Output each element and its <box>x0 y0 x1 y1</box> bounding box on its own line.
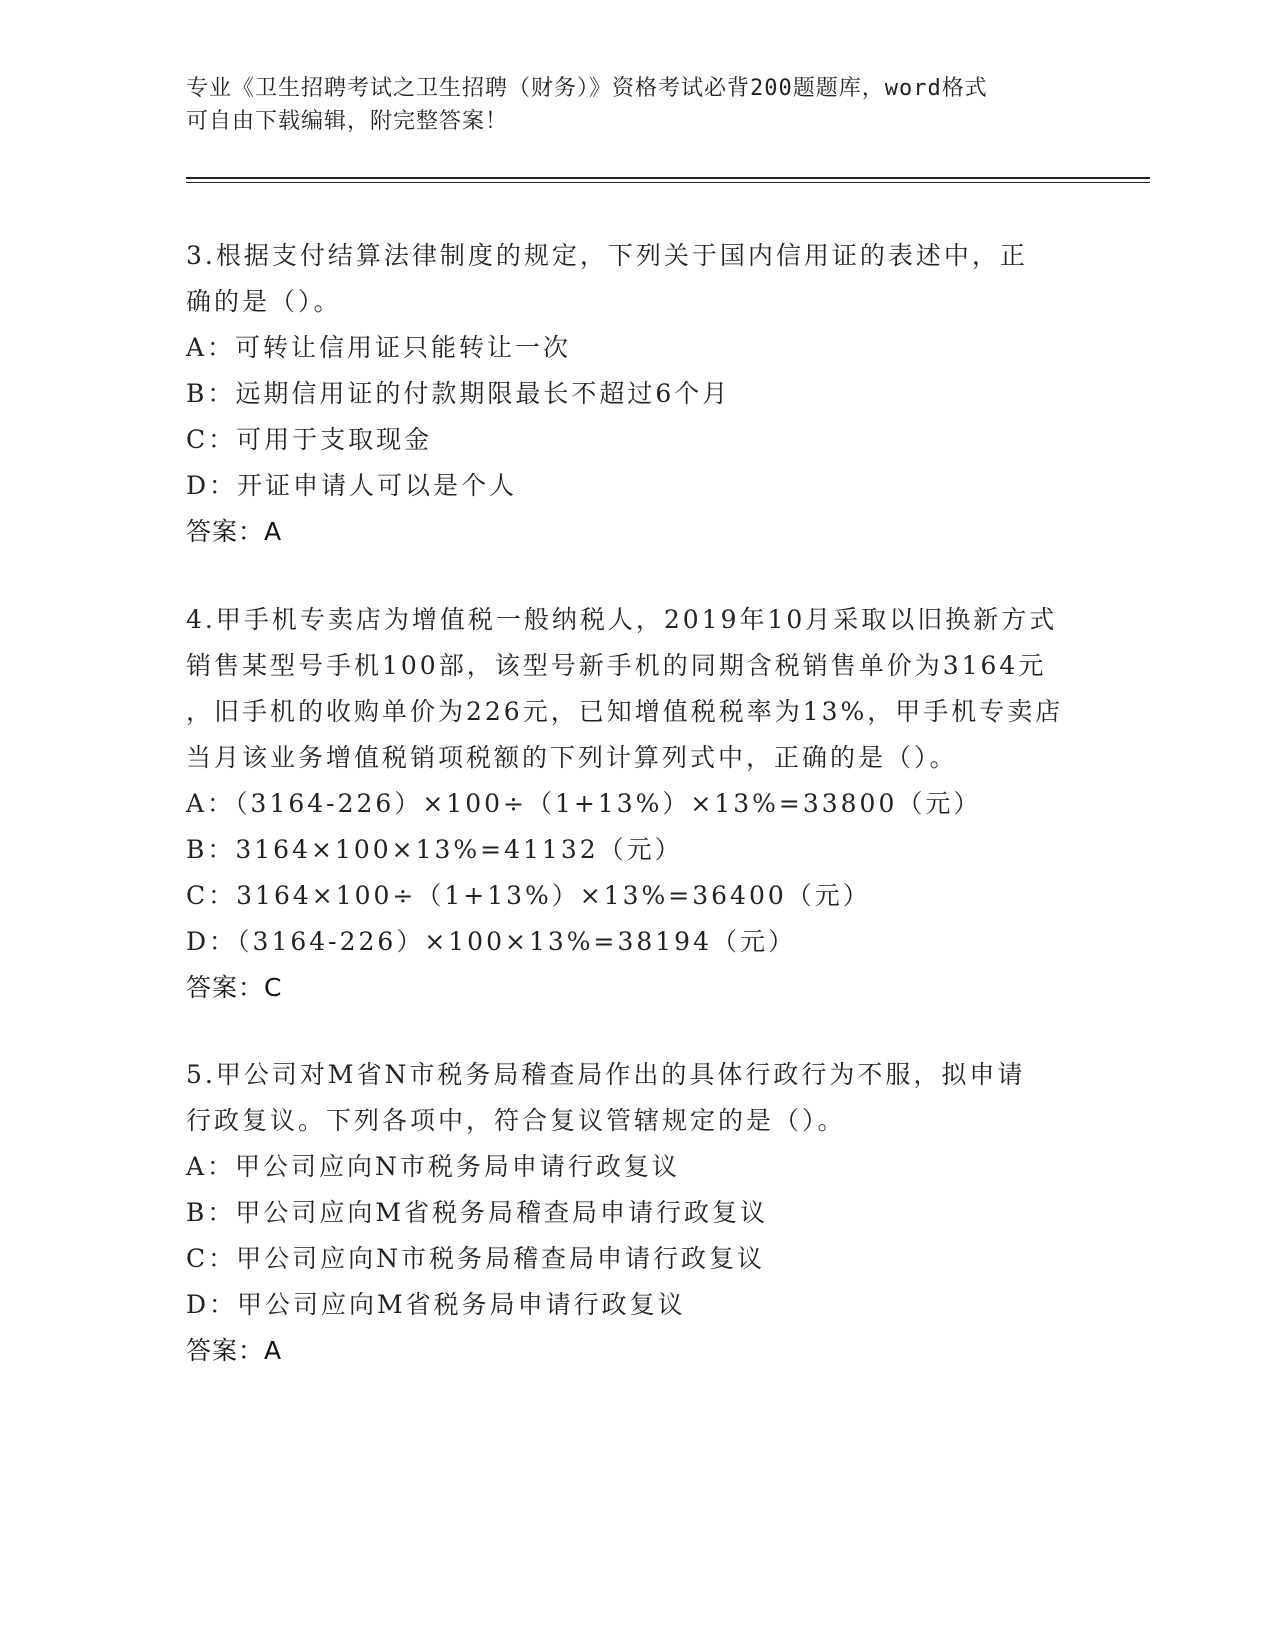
question-3-option-a: A：可转让信用证只能转让一次 <box>186 333 572 362</box>
question-4-option-a: A：（3164-226）×100÷（1+13%）×13%=33800（元） <box>186 789 982 818</box>
question-5-line-1: 5.甲公司对M省N市税务局稽查局作出的具体行政行为不服，拟申请 <box>186 1060 1026 1089</box>
question-3 <box>186 233 1086 555</box>
question-3-option-d: D：开证申请人可以是个人 <box>186 471 518 500</box>
question-3-option-b: B：远期信用证的付款期限最长不超过6个月 <box>186 379 731 408</box>
question-4-answer: 答案：C <box>186 973 283 1002</box>
question-3-line-1: 3.根据支付结算法律制度的规定，下列关于国内信用证的表述中，正 <box>186 241 1028 270</box>
question-5 <box>186 1052 1086 1374</box>
question-4-line-4: 当月该业务增值税销项税额的下列计算列式中，正确的是（）。 <box>186 743 958 772</box>
header-line-1: 专业《卫生招聘考试之卫生招聘（财务）》资格考试必背200题题库，word格式 <box>186 76 988 101</box>
document-header <box>186 72 1086 138</box>
question-4-option-b: B：3164×100×13%=41132（元） <box>186 835 683 864</box>
question-4-line-2: 销售某型号手机100部，该型号新手机的同期含税销售单价为3164元 <box>186 651 1047 680</box>
header-divider-thin <box>186 182 1150 183</box>
question-5-option-a: A：甲公司应向N市税务局申请行政复议 <box>186 1152 680 1181</box>
question-3-answer: 答案：A <box>186 517 283 546</box>
question-4-option-d: D：（3164-226）×100×13%=38194（元） <box>186 927 796 956</box>
question-5-option-c: C：甲公司应向N市税务局稽查局申请行政复议 <box>186 1244 766 1273</box>
question-5-option-b: B：甲公司应向M省税务局稽查局申请行政复议 <box>186 1198 768 1227</box>
header-divider <box>186 177 1150 179</box>
question-4-line-1: 4.甲手机专卖店为增值税一般纳税人，2019年10月采取以旧换新方式 <box>186 605 1058 634</box>
question-3-option-c: C：可用于支取现金 <box>186 425 433 454</box>
question-3-line-2: 确的是（）。 <box>186 287 342 316</box>
question-4-line-3: ，旧手机的收购单价为226元，已知增值税税率为13%，甲手机专卖店 <box>186 697 1064 726</box>
question-5-line-2: 行政复议。下列各项中，符合复议管辖规定的是（）。 <box>186 1106 846 1135</box>
question-5-answer: 答案：A <box>186 1336 283 1365</box>
header-line-2: 可自由下载编辑，附完整答案！ <box>186 109 509 134</box>
question-4-option-c: C：3164×100÷（1+13%）×13%=36400（元） <box>186 881 871 910</box>
question-5-option-d: D：甲公司应向M省税务局申请行政复议 <box>186 1290 686 1319</box>
question-4 <box>186 597 1086 1011</box>
